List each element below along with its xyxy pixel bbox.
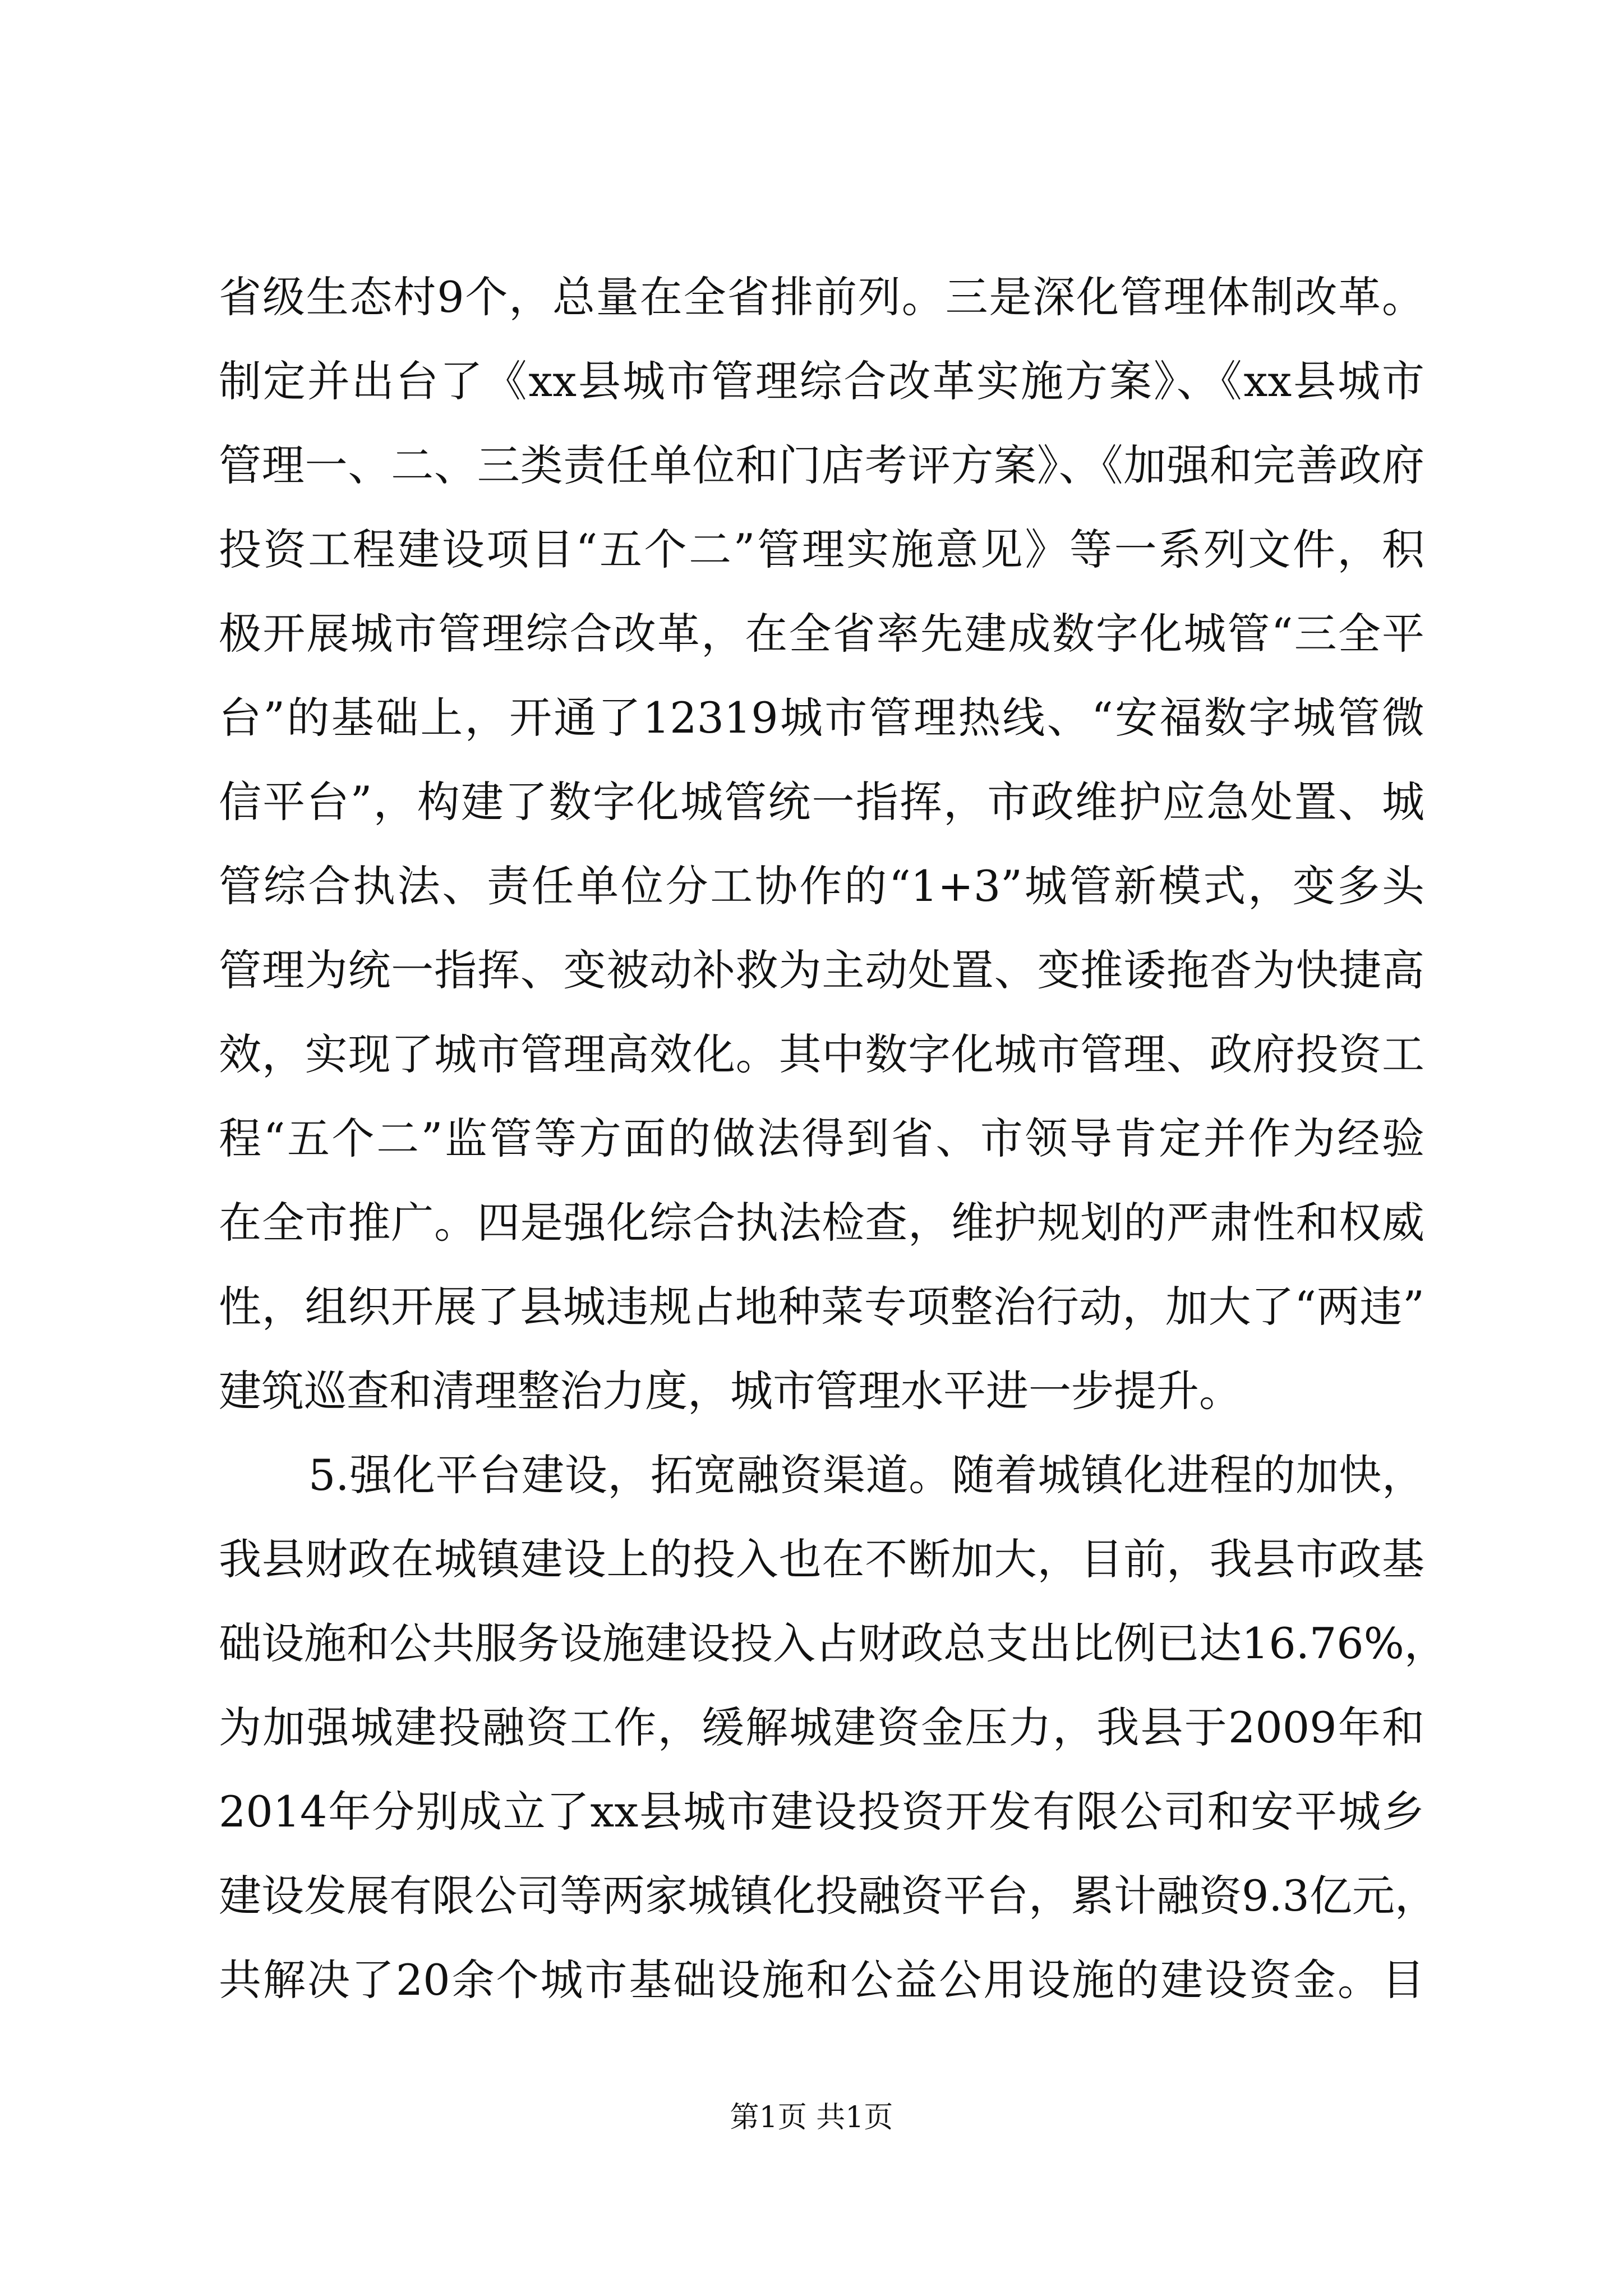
text-line: 极开展城市管理综合改革，在全省率先建成数字化城管“三全平 xyxy=(219,609,1424,659)
section-heading-line: 5.强化平台建设，拓宽融资渠道。随着城镇化进程的加快， xyxy=(308,1450,1424,1500)
text-line: 省级生态村9个，总量在全省排前列。三是深化管理体制改革。 xyxy=(219,272,1424,322)
text-line: 投资工程建设项目“五个二”管理实施意见》等一系列文件，积 xyxy=(219,524,1424,574)
text-line: 共解决了20余个城市基础设施和公益公用设施的建设资金。目 xyxy=(219,1955,1424,2005)
text-line: 制定并出台了《xx县城市管理综合改革实施方案》、《xx县城市 xyxy=(219,356,1424,406)
text-line: 建设发展有限公司等两家城镇化投融资平台，累计融资9.3亿元， xyxy=(219,1871,1437,1921)
document-body xyxy=(219,255,1447,2022)
text-line: 我县财政在城镇建设上的投入也在不断加大，目前，我县市政基 xyxy=(219,1534,1424,1584)
text-line: 管理一、二、三类责任单位和门店考评方案》、《加强和完善政府 xyxy=(219,440,1424,490)
text-line: 台”的基础上，开通了12319城市管理热线、“安福数字城管微 xyxy=(219,693,1424,743)
text-line: 信平台”，构建了数字化城管统一指挥，市政维护应急处置、城 xyxy=(219,777,1424,827)
text-line: 管理为统一指挥、变被动补救为主动处置、变推诿拖沓为快捷高 xyxy=(219,945,1424,995)
text-line: 为加强城建投融资工作，缓解城建资金压力，我县于2009年和 xyxy=(219,1703,1424,1752)
page-footer: 第1页 共1页 xyxy=(730,2101,893,2134)
text-line: 性，组织开展了县城违规占地种菜专项整治行动，加大了“两违” xyxy=(219,1282,1424,1332)
paragraph-end-line: 建筑巡查和清理整治力度，城市管理水平进一步提升。 xyxy=(219,1366,1242,1416)
text-line: 程“五个二”监管等方面的做法得到省、市领导肯定并作为经验 xyxy=(219,1114,1424,1163)
text-line: 础设施和公共服务设施建设投入占财政总支出比例已达16.76%， xyxy=(219,1618,1447,1668)
text-line: 2014年分别成立了xx县城市建设投资开发有限公司和安平城乡 xyxy=(219,1787,1424,1837)
text-line: 效，实现了城市管理高效化。其中数字化城市管理、政府投资工 xyxy=(219,1029,1424,1079)
text-line: 管综合执法、责任单位分工协作的“1+3”城管新模式，变多头 xyxy=(219,861,1424,911)
text-line: 在全市推广。四是强化综合执法检查，维护规划的严肃性和权威 xyxy=(219,1198,1424,1248)
